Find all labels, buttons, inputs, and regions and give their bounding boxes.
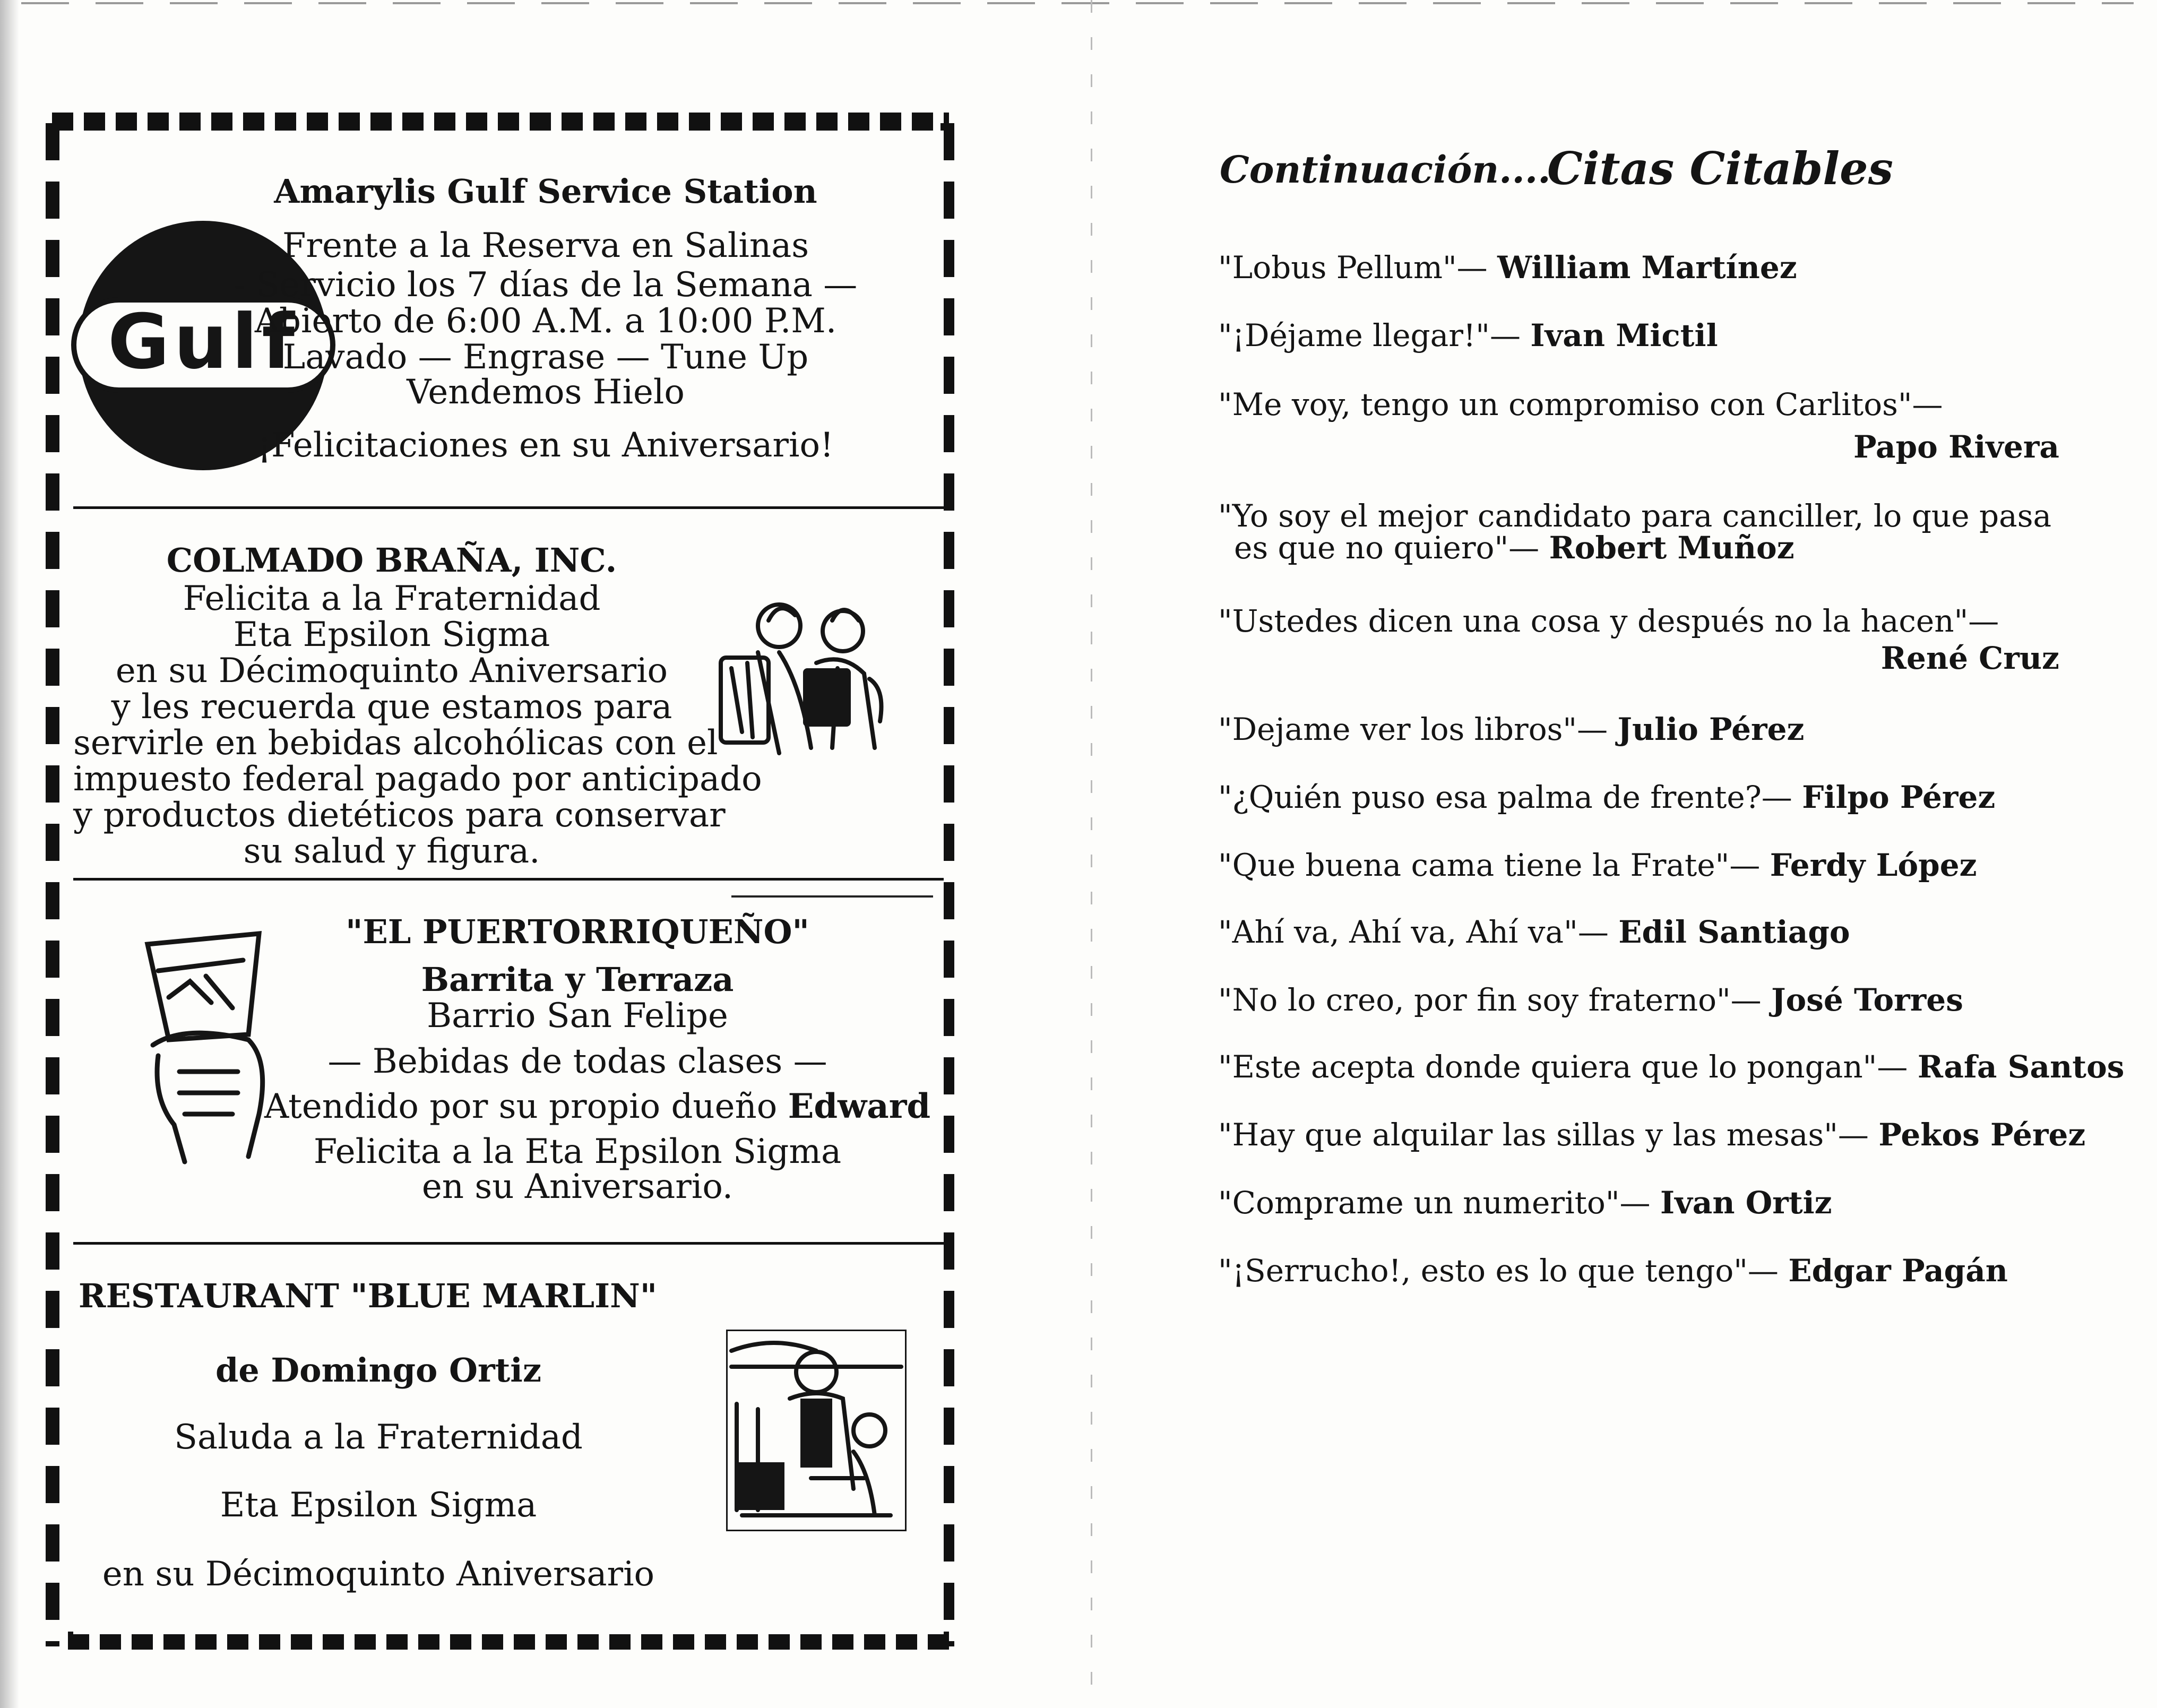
ad-blue-marlin (73, 1242, 944, 1634)
waiter-illustration (726, 1330, 907, 1531)
gulf-line: - Servicio los 7 días de la Semana — (234, 265, 858, 305)
ad-colmado (73, 506, 944, 881)
gulf-line: ¡Felicitaciones en su Aniversario! (257, 426, 834, 465)
colmado-line: en su Décimoquinto Aniversario (115, 651, 668, 691)
frame-top-border (52, 113, 949, 131)
frame-bottom-border (68, 1632, 954, 1650)
quote-text: "Dejame ver los libros"— (1218, 711, 1608, 747)
quote-author: Edil Santiago (1618, 914, 1850, 950)
colmado-line: impuesto federal pagado por anticipado (73, 760, 762, 799)
colmado-line: y les recuerda que estamos para (111, 687, 672, 727)
gulf-line: Abierto de 6:00 A.M. a 10:00 P.M. (254, 301, 837, 341)
quote-author: Papo Rivera (1853, 429, 2059, 465)
shoppers-illustration (710, 589, 901, 758)
quote-item (1218, 1117, 2085, 1153)
quote-item (1218, 1253, 2008, 1289)
quote-item (1218, 847, 1977, 883)
quote-item (1218, 249, 1797, 286)
quote-author: Pekos Pérez (1878, 1117, 2086, 1153)
quote-item (1218, 982, 1963, 1018)
puertorriqueno-title: "EL PUERTORRIQUEÑO" (346, 912, 809, 951)
quote-author: Ivan Mictil (1530, 317, 1718, 353)
gulf-title: Amarylis Gulf Service Station (274, 172, 817, 211)
quote-author: Robert Muñoz (1549, 530, 1794, 566)
title-overline (731, 895, 933, 898)
continuation-header: Continuación.... (1220, 148, 1551, 192)
quote-author: Julio Pérez (1617, 711, 1805, 747)
quote-text: "No lo creo, por fin soy fraterno"— (1218, 982, 1762, 1018)
puertorriqueno-line: — Bebidas de todas clases — (327, 1042, 827, 1081)
blue-marlin-line: en su Décimoquinto Aniversario (102, 1555, 655, 1594)
quote-author: René Cruz (1880, 640, 2059, 676)
quote-text: "Que buena cama tiene la Frate"— (1218, 847, 1761, 883)
gulf-line: Frente a la Reserva en Salinas (282, 226, 809, 265)
quote-text: "¡Déjame llegar!"— (1218, 317, 1521, 353)
glass-in-hand-illustration (137, 923, 296, 1167)
colmado-line: servirle en bebidas alcohólicas con el (73, 723, 718, 763)
quote-text: "Este acepta donde quiera que lo pongan"— (1218, 1049, 1908, 1085)
quote-text: "¿Quién puso esa palma de frente?— (1218, 779, 1792, 815)
frame-left-border (46, 123, 59, 1646)
quote-author: Rafa Santos (1917, 1049, 2125, 1085)
ad-gulf (73, 131, 944, 517)
colmado-line: su salud y figura. (243, 832, 540, 871)
quote-item (1218, 603, 1999, 639)
quote-author: Edgar Pagán (1788, 1253, 2008, 1289)
puertorriqueno-line: en su Aniversario. (421, 1167, 734, 1206)
quote-text: "Ustedes dicen una cosa y después no la hacen"— (1218, 603, 1999, 639)
page-title: Citas Citables (1547, 142, 1893, 195)
quote-item (1218, 1049, 2124, 1085)
quote-item (1218, 711, 1804, 747)
gulf-line: Lavado — Engrase — Tune Up (282, 338, 809, 377)
quote-text: "Hay que alquilar las sillas y las mesas"— (1218, 1117, 1869, 1153)
puertorriqueno-line: Barrio San Felipe (427, 996, 728, 1036)
owner-label: Atendido por su propio dueño (264, 1087, 778, 1126)
gulf-logo-text: Gulf (107, 298, 299, 386)
quote-author: Ivan Ortiz (1660, 1185, 1832, 1221)
ad-frame (52, 113, 949, 1646)
colmado-line: Eta Epsilon Sigma (233, 615, 550, 654)
quote-text: es que no quiero"— (1234, 530, 1540, 566)
colmado-line: Felicita a la Fraternidad (183, 579, 601, 618)
quote-item (1218, 498, 2051, 534)
quote-text: "Ahí va, Ahí va, Ahí va"— (1218, 914, 1609, 950)
colmado-line: y productos dietéticos para conservar (73, 796, 726, 835)
quote-item (1218, 386, 1943, 422)
puertorriqueno-owner-line (264, 1086, 931, 1126)
quote-text: "Lobus Pellum"— (1218, 249, 1488, 286)
quote-author: Filpo Pérez (1802, 779, 1996, 815)
ad-puertorriqueno (73, 878, 944, 1263)
puertorriqueno-subtitle: Barrita y Terraza (421, 960, 734, 999)
quote-item (1218, 779, 1995, 815)
owner-name: Edward (788, 1086, 931, 1126)
blue-marlin-line: Saluda a la Fraternidad (174, 1418, 583, 1457)
quote-author: José Torres (1771, 982, 1963, 1018)
quote-text: "Comprame un numerito"— (1218, 1185, 1651, 1221)
quote-author: William Martínez (1497, 249, 1797, 286)
quote-text: "Me voy, tengo un compromiso con Carlitos"— (1218, 386, 1943, 422)
quote-author: Ferdy López (1770, 847, 1977, 883)
quote-text: "¡Serrucho!, esto es lo que tengo"— (1218, 1253, 1779, 1289)
quote-item-continued (1234, 530, 1794, 566)
blue-marlin-line: Eta Epsilon Sigma (220, 1486, 537, 1525)
quote-item (1218, 1185, 1832, 1221)
quote-item (1218, 914, 1850, 950)
colmado-title: COLMADO BRAÑA, INC. (166, 541, 617, 580)
quote-item (1218, 317, 1718, 353)
blue-marlin-title: RESTAURANT "BLUE MARLIN" (78, 1276, 658, 1315)
quote-text: "Yo soy el mejor candidato para canciller, lo que pasa (1218, 498, 2052, 534)
gulf-line: Vendemos Hielo (407, 373, 685, 412)
puertorriqueno-line: Felicita a la Eta Epsilon Sigma (313, 1132, 842, 1171)
blue-marlin-subtitle: de Domingo Ortiz (215, 1351, 542, 1390)
